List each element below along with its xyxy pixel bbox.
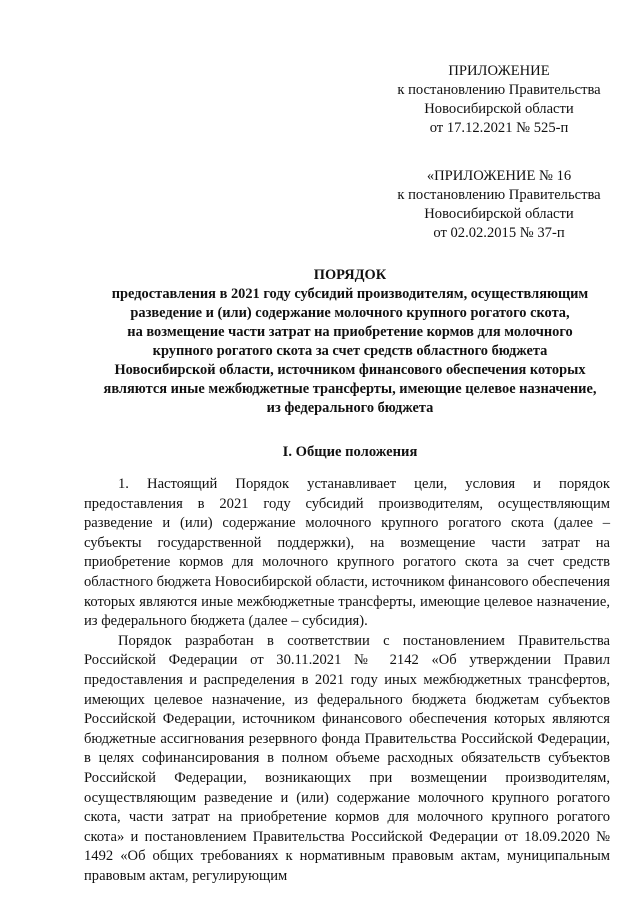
appendix-line: Новосибирской области [424,206,574,222]
appendix-line: от 02.02.2015 № 37-п [433,225,565,241]
section-heading: I. Общие положения [282,444,418,460]
appendix-line: к постановлению Правительства [397,187,601,203]
document-title-main: ПОРЯДОК [313,267,387,283]
appendix-line: от 17.12.2021 № 525-п [429,120,569,136]
paragraph: 1. Настоящий Порядок устанавливает цели, условия и порядок предоставления в 2021 году субсидий производителям, осуществляющим разведение и (или) содержание молочного крупного рогатого скота (далее – субъекты государственной поддержки), на возмещение части затрат на приобретение кормов для молочного крупного рогатого скота за счет средств областного бюджета Новосибирской области, источником финансового обеспечения которых являются иные межбюджетные трансферты, имеющие целевое назначение, из федерального бюджета (далее – субсидия). [84,476,610,630]
document-title-line: на возмещение части затрат на приобретение кормов для молочного [127,324,573,340]
document-title-line: крупного рогатого скота за счет средств областного бюджета [152,343,548,359]
appendix-line: к постановлению Правительства [397,82,601,98]
appendix-title: ПРИЛОЖЕНИЕ [448,63,550,79]
paragraph: Порядок разработан в соответствии с постановлением Правительства Российской Федерации от 30.11.2021 № 2142 «Об утверждении Правил предоставления и распределения в 2021 году иных межбюджетных трансфертов, имеющих целевое назначение, из федерального бюджета бюджетам субъектов Российской Федерации, источником финансового обеспечения которых являются бюджетные ассигнования резервного фонда Правительства Российской Федерации, в целях софинансирования в полном объеме расходных обязательств субъектов Российской Федерации, возникающих при возмещении производителям, осуществляющим разведение и (или) содержание молочного крупного рогатого скота, части затрат на приобретение кормов для молочного крупного рогатого скота» и постановлением Правительства Российской Федерации от 18.09.2020 № 1492 «Об общих требованиях к нормативным правовым актам, муниципальным правовым актам, регулирующим [84,632,610,884]
document-title-line: разведение и (или) содержание молочного крупного рогатого скота, [130,305,570,321]
section-body [84,475,610,886]
document-title [60,266,640,418]
document-title-line: Новосибирской области, источником финансового обеспечения которых [114,362,586,378]
document-title-line: предоставления в 2021 году субсидий производителям, осуществляющим [111,286,589,302]
appendix-header-current [389,62,609,138]
document-title-line: являются иные межбюджетные трансферты, имеющие целевое назначение, [103,381,597,397]
appendix-title: «ПРИЛОЖЕНИЕ № 16 [426,168,572,184]
appendix-line: Новосибирской области [424,101,574,117]
document-title-line: из федерального бюджета [266,400,434,416]
appendix-header-original [389,167,609,243]
